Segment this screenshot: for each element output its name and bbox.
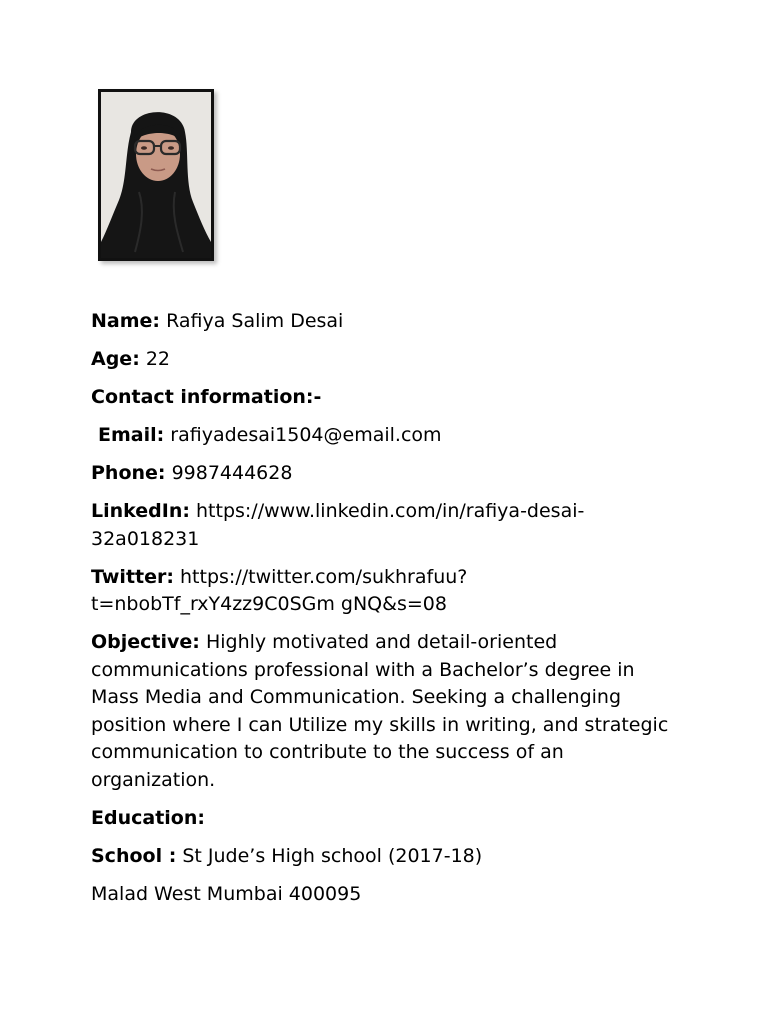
linkedin-label: LinkedIn: <box>91 500 190 522</box>
linkedin-line <box>91 498 681 553</box>
linkedin-value: https://www.linkedin.com/in/rafiya-desai-32a018231 <box>91 500 585 550</box>
phone-label: Phone: <box>91 462 166 484</box>
profile-photo <box>98 89 214 261</box>
email-line <box>91 422 681 450</box>
objective-label: Objective: <box>91 631 200 653</box>
objective-line <box>91 629 681 794</box>
name-label: Name: <box>91 310 161 332</box>
school-line <box>91 843 681 871</box>
twitter-value: https://twitter.com/sukhrafuu?t=nbobTf_rxY4zz9C0SGm gNQ&s=08 <box>91 565 468 615</box>
phone-value: 9987444628 <box>171 462 293 484</box>
age-label: Age: <box>91 348 140 370</box>
email-label: Email: <box>98 424 165 446</box>
age-value: 22 <box>145 348 171 370</box>
phone-line <box>91 460 681 488</box>
twitter-label: Twitter: <box>91 565 174 588</box>
school-address: Malad West Mumbai 400095 <box>91 882 362 905</box>
email-value: rafiyadesai1504@email.com <box>170 424 442 446</box>
twitter-line <box>91 564 681 619</box>
contact-heading: Contact information:- <box>91 386 322 408</box>
resume-details <box>91 308 681 919</box>
objective-value: Highly motivated and detail-oriented communications professional with a Bachelor’s degree in Mass Media and Communication. Seeking a challenging position where I can Utilize my skills in writing, and strategic communication to contribute to the success of an organization. <box>91 631 669 791</box>
school-value: St Jude’s High school (2017-18) <box>182 844 483 867</box>
education-heading: Education: <box>91 806 205 829</box>
name-value: Rafiya Salim Desai <box>166 310 344 332</box>
school-label: School : <box>91 844 177 867</box>
name-line <box>91 308 681 336</box>
age-line <box>91 346 681 374</box>
